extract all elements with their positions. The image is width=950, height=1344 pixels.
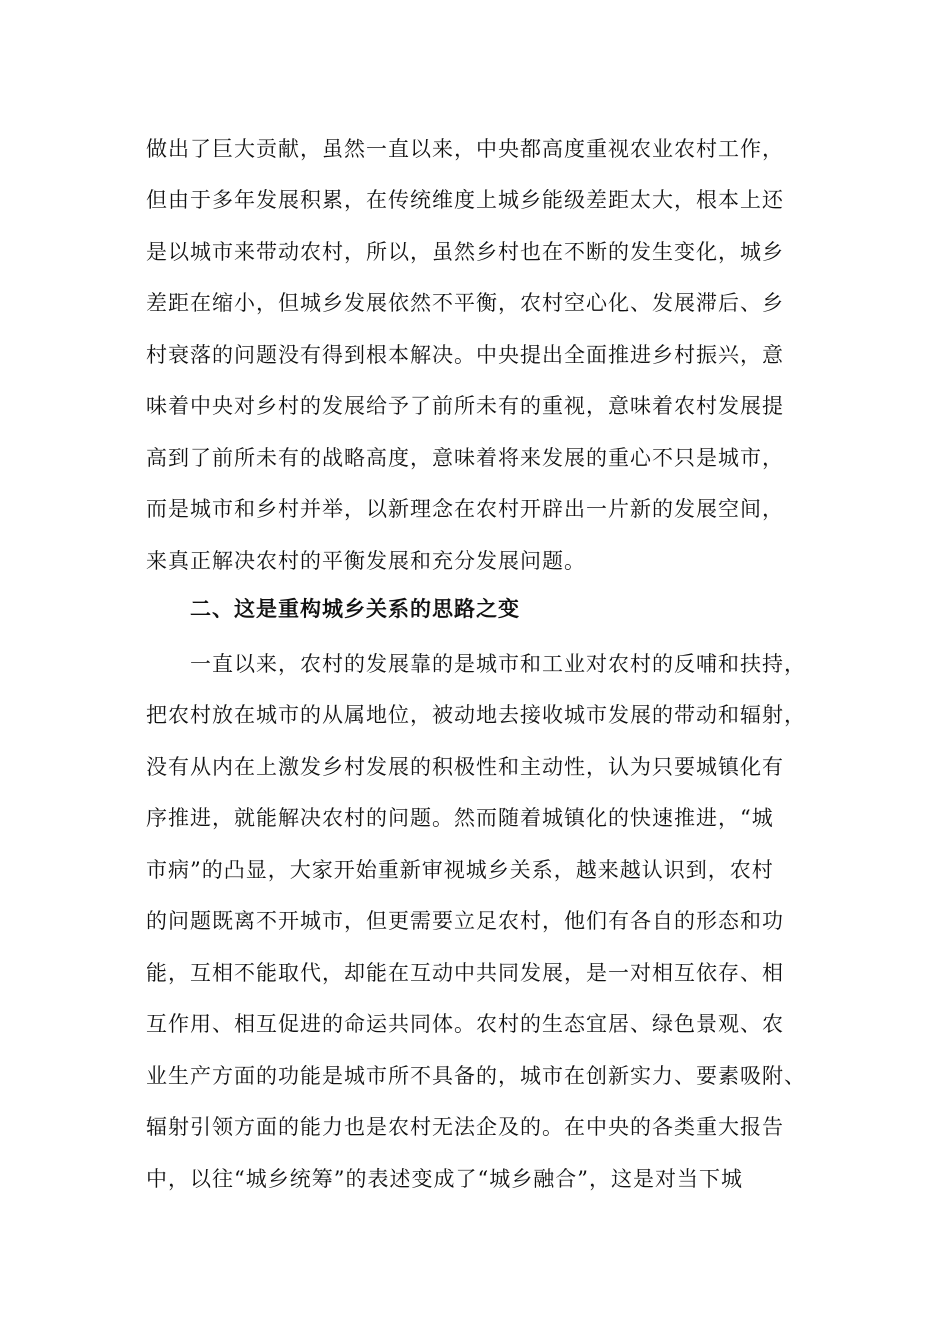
paragraph-2-line-9: 业生产方面的功能是城市所不具备的，城市在创新实力、要素吸附、 — [146, 1064, 806, 1088]
paragraph-2-line-3: 没有从内在上激发乡村发展的积极性和主动性，认为只要城镇化有 — [146, 755, 784, 779]
paragraph-2-line-1: 一直以来，农村的发展靠的是城市和工业对农村的反哺和扶持， — [190, 652, 806, 676]
paragraph-2-line-11: 中，以往“城乡统筹”的表述变成了“城乡融合”，这是对当下城 — [146, 1167, 743, 1191]
paragraph-2-line-6: 的问题既离不开城市，但更需要立足农村，他们有各自的形态和功 — [146, 909, 784, 933]
paragraph-1-line-2: 但由于多年发展积累，在传统维度上城乡能级差距太大，根本上还 — [146, 188, 784, 212]
paragraph-1-line-4: 差距在缩小，但城乡发展依然不平衡，农村空心化、发展滞后、乡 — [146, 291, 784, 315]
paragraph-1-line-3: 是以城市来带动农村，所以，虽然乡村也在不断的发生变化，城乡 — [146, 240, 784, 264]
paragraph-2-line-4: 序推进，就能解决农村的问题。然而随着城镇化的快速推进，“城 — [146, 806, 774, 830]
paragraph-1-line-8: 而是城市和乡村并举，以新理念在农村开辟出一片新的发展空间， — [146, 497, 784, 521]
paragraph-1-line-7: 高到了前所未有的战略高度，意味着将来发展的重心不只是城市， — [146, 446, 784, 470]
paragraph-2-line-2: 把农村放在城市的从属地位，被动地去接收城市发展的带动和辐射， — [146, 703, 806, 727]
paragraph-1-line-9: 来真正解决农村的平衡发展和充分发展问题。 — [146, 549, 586, 573]
paragraph-1-line-5: 村衰落的问题没有得到根本解决。中央提出全面推进乡村振兴，意 — [146, 343, 784, 367]
paragraph-2-line-5: 市病”的凸显，大家开始重新审视城乡关系，越来越认识到，农村 — [146, 858, 774, 882]
paragraph-2-line-7: 能，互相不能取代，却能在互动中共同发展，是一对相互依存、相 — [146, 961, 784, 985]
paragraph-1-line-1: 做出了巨大贡献，虽然一直以来，中央都高度重视农业农村工作， — [146, 137, 784, 161]
paragraph-2-line-8: 互作用、相互促进的命运共同体。农村的生态宜居、绿色景观、农 — [146, 1012, 784, 1036]
paragraph-2-line-10: 辐射引领方面的能力也是农村无法企及的。在中央的各类重大报告 — [146, 1115, 784, 1139]
section-heading: 二、这是重构城乡关系的思路之变 — [190, 597, 520, 621]
paragraph-1-line-6: 味着中央对乡村的发展给予了前所未有的重视，意味着农村发展提 — [146, 394, 784, 418]
